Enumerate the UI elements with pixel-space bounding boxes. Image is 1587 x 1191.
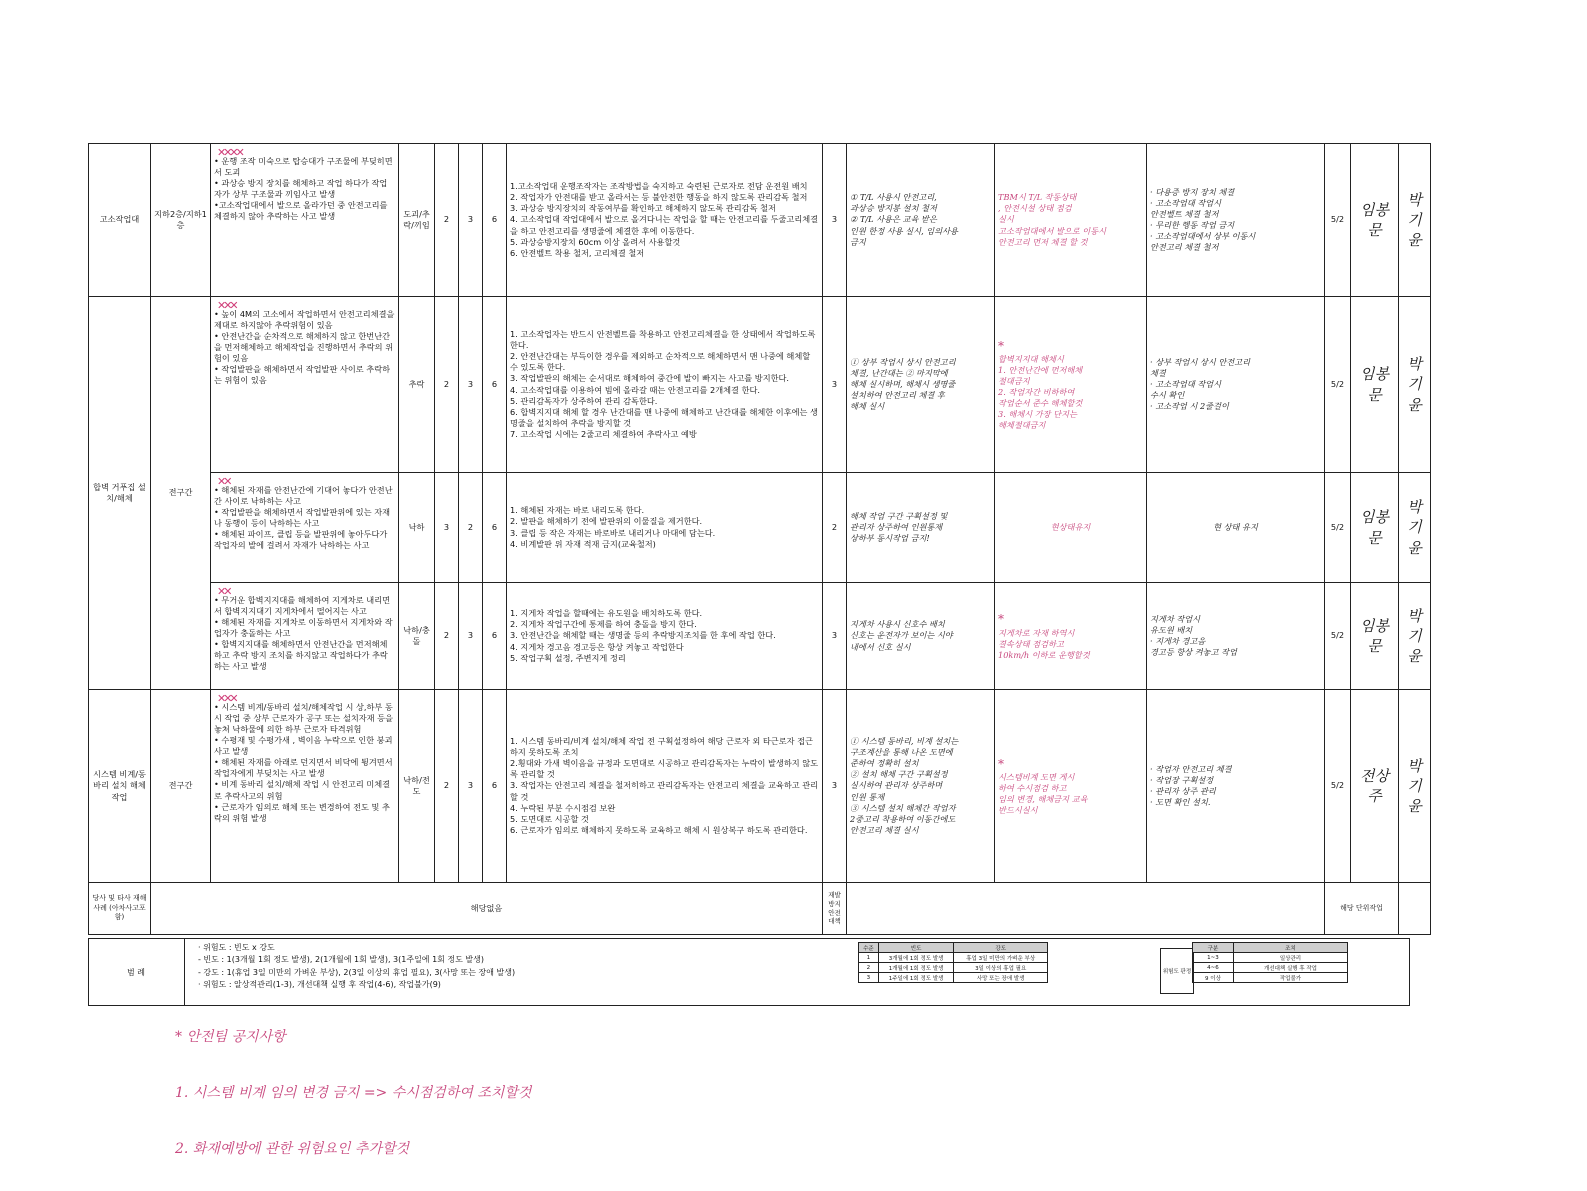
grade-cell: 1	[859, 953, 879, 963]
judge-label: 위험도 판정	[1160, 948, 1194, 994]
hazard-text: • 시스템 비계/동바리 설치/해체작업 시 상,하부 동시 작업 중 상부 근로자가 공구 또는 설치자재 등을 놓쳐 낙하물에 의한 하부 근로자 타격위험 • 수평재 및 수평가새 , 벽이음 누락으로 인한 붕괴 사고 발생 • 해체된 자재를 아래로 던지면서 비닥에 튕겨면서 작업자에게 부딪치는 사고 발생 • 비계 동바리 설치/해체 작업 시 안전고리 미체결로 추락사고의 위험 • 근로자가 임의로 해체 또는 변경하여 전도 및 추락의 위험 발생	[214, 702, 394, 823]
severity-cell: 3	[459, 690, 483, 883]
risk-cell: 6	[483, 690, 507, 883]
handwritten-pink-text: 합벽지지대 해체시 1. 안전난간에 먼저해체 절대금지 2. 작업자간 비하하여 작업순서 준수 해체할것 3. 해체시 가장 단지는 해체절대금지	[998, 353, 1083, 431]
judge-header: 구분	[1193, 943, 1234, 953]
grade-cell: 1개월에 1회 정도 발생	[878, 963, 954, 973]
measures-cell: 1. 고소작업자는 반드시 안전벨트를 착용하고 안전고리체결을 한 상태에서 작업하도록 한다. 2. 안전난간대는 부득이한 경우를 제외하고 순차적으로 해체하면서 맨 나중에 해체할 수 있도록 한다. 3. 작업발판의 해체는 순서대로 해체하여 중간에 발이 빠지는 사고를 방지한다. 4. 고소작업대를 이용하여 빔에 올라갈 때는 안전고리를 2개체결 한다. 5. 관리감독자가 상주하여 관리 감독한다. 6. 합벽지지대 해체 할 경우 난간대를 맨 나중에 해체하고 난간대를 해체한 이후에는 생명줄을 설치하여 추락을 방지할 것 7. 고소작업 시에는 2줄고리 체결하여 추락사고 예방	[507, 297, 823, 473]
handwritten-pink-cell	[995, 144, 1147, 297]
grade-cell: 3개월에 1회 정도 발생	[878, 953, 954, 963]
hazard-cell	[211, 144, 399, 297]
risk-cell: 6	[483, 144, 507, 297]
safety-team-notes	[175, 995, 531, 1191]
legend-text: · 위험도 : 빈도 x 강도 - 빈도 : 1(3개월 1회 정도 발생), 2(1개월에 1회 발생), 3(1주일에 1회 정도 발생) - 강도 : 1(휴업 3일 미만의 가벼운 부상), 2(3일 이상의 휴업 필요), 3(사망 또는 장애 발생) · 위험도 : 알상적관리(1-3), 개선대책 실행 후 작업(4-6), 작업불가(9)	[198, 943, 516, 990]
date-cell: 5/2	[1325, 144, 1351, 297]
accident-type-cell: 도괴/추락/끼임	[399, 144, 435, 297]
grade-cell: 3일 이상의 휴업 필요	[954, 963, 1048, 973]
scribble-mark-icon: ✕✕✕✕	[217, 146, 242, 159]
signature-1: 임봉문	[1351, 583, 1399, 690]
judge-header: 조치	[1233, 943, 1347, 953]
signature-1: 임봉문	[1351, 144, 1399, 297]
notes-item: 1. 시스템 비계 임의 변경 금지 => 수시점검하여 조치할것	[175, 1085, 532, 1101]
frequency-cell: 2	[435, 583, 459, 690]
notes-item: 2. 화재예방에 관한 위험요인 추가할것	[175, 1141, 410, 1157]
risk-assessment-table	[88, 143, 1431, 935]
judge-cell: 개선대책 실행 후 작업	[1233, 963, 1347, 973]
risk-cell: 6	[483, 583, 507, 690]
hazard-text: • 무거운 합벽지지대를 해체하여 지게차로 내리면서 합벽지지대기 지게차에서 떨어지는 사고 • 해체된 자재를 지게차로 이동하면서 지게차와 작업자가 충돌하는 사고 • 합벽지지대를 해체하면서 안전난간을 먼저해체하고 추락 방지 조치를 하지않고 작업하다가 추락하는 사고 발생	[214, 595, 393, 672]
table-row	[89, 583, 1431, 690]
measures-cell: 1.고소작업대 운행조작자는 조작방법을 숙지하고 숙련된 근로자로 전담 운전원 배치 2. 작업자가 안전대를 받고 올라서는 등 불안전한 행동을 하지 않도록 관리감독 철저 3. 과상승 방지장치의 작동여부를 확인하고 해체하지 않도록 관리감독 철저 4. 고소작업대 작업대에서 발으로 올겨다니는 작업을 할 때는 안전고리를 두줄고리체결을 하고 안전고리를 생명줄에 체결한 후에 이동한다. 5. 과상승방지장치 60cm 이상 올려서 사용할것 6. 안전벨트 착용 철저, 고리체결 철저	[507, 144, 823, 297]
scribble-mark-icon: ✕✕✕	[217, 692, 236, 705]
accident-type-cell: 낙하/전도	[399, 690, 435, 883]
handwritten-pink-text: TBM시 T/L 작동상태 , 안전시설 상태 점검 실시 고소작업대에서 발으로 이동시 안전고리 먼저 체결 할 것	[998, 192, 1107, 247]
signature-2: 박기윤	[1399, 690, 1431, 883]
severity-cell: 3	[459, 144, 483, 297]
unit-work-content	[1399, 883, 1431, 935]
measures-cell: 1. 시스템 동바리/비계 설치/해체 작업 전 구획설정하여 해당 근로자 외 타근로자 접근하지 못하도록 조치 2.횡대와 가새 벽이음을 규정과 도면대로 시공하고 관리감독자는 누락이 발생하지 않도록 관리할 것 3. 작업자는 안전고리 체결을 철저히하고 관리감독자는 안전고리 체결을 교육하고 관리할 것 4. 누락된 부분 수시점검 보완 5. 도면대로 시공할 것 6. 근로자가 임의로 해체하지 못하도록 교육하고 해체 시 원상복구 하도록 관리한다.	[507, 690, 823, 883]
hazard-text: • 해체된 자재를 안전난간에 기대어 놓다가 안전난간 사이로 낙하하는 사고 • 작업발판을 해체하면서 작업발판위에 있는 자재나 동행이 등이 낙하하는 사고 • 해체된 파이프, 클립 등을 발판위에 놓아두다가 작업자의 발에 걸려서 자재가 낙하하는 사고	[214, 485, 393, 551]
handwritten-pink-text: 시스템비계 도면 게시 하여 수시점검 하고 임의 변경, 해체금지 교육 반드시실시	[998, 771, 1088, 816]
grade-header: 강도	[954, 943, 1048, 953]
accident-type-cell: 추락	[399, 297, 435, 473]
judge-cell: 작업불가	[1233, 973, 1347, 983]
hazard-text: • 높이 4M의 고소에서 작업하면서 안전고리체결을 제대로 하지않아 추락위험이 있음 • 안전난간을 순차적으로 해체하지 않고 한번난간을 먼저해체하고 해체작업을 진행하면서 추락의 위험이 있음 • 작업발판을 해체하면서 작업발판 사이로 추락하는 위험이 있음	[214, 309, 395, 386]
frequency-cell: 3	[435, 473, 459, 583]
signature-2: 박기윤	[1399, 473, 1431, 583]
handwritten-pink-cell	[995, 297, 1147, 473]
measures-cell: 1. 지게차 작업을 할때에는 유도원을 배치하도록 한다. 2. 지게차 작업구간에 통제를 하여 충돌을 방지 한다. 3. 안전난간을 해체할 때는 생명줄 등의 추락방지조치를 한 후에 작업 한다. 4. 지게차 경고음 경고등은 항상 켜놓고 작업한다 5. 작업구획 설정, 주변지게 정리	[507, 583, 823, 690]
location-cell: 전구간	[151, 297, 211, 690]
hazard-cell	[211, 690, 399, 883]
unit-work-label: 해당 단위작업	[1325, 883, 1399, 935]
grade-cell: 3	[823, 583, 847, 690]
grade-cell: 2	[823, 473, 847, 583]
date-cell: 5/2	[1325, 473, 1351, 583]
process-cell: 고소작업대	[89, 144, 151, 297]
grade-header: 수준	[859, 943, 879, 953]
judge-cell: 9 이상	[1193, 973, 1234, 983]
hazard-cell	[211, 473, 399, 583]
handwritten-pink-cell	[995, 583, 1147, 690]
date-cell: 5/2	[1325, 690, 1351, 883]
table-row	[89, 144, 1431, 297]
severity-cell: 3	[459, 297, 483, 473]
handwritten-measure-cell: ① 시스템 동바리, 비계 설치는 구조계산을 통해 나온 도면에 준하여 정확히 설치 ② 설치 해체 구간 구획설정 실시하여 관리자 상주하며 인원 통제 ③ 시스템 설치 해체간 작업자 2중고리 착용하여 이동간에도 안전고리 체결 실시	[847, 690, 995, 883]
signature-2: 박기윤	[1399, 144, 1431, 297]
hazard-cell	[211, 297, 399, 473]
handwritten-pink-cell	[995, 690, 1147, 883]
handwritten-pink-text: 지게차로 자재 하역시 결속상태 점검하고 10km/h 이하로 운행할것	[998, 627, 1090, 660]
accident-case-label: 당사 및 타사 재해사례 (아차사고포함)	[89, 883, 151, 935]
hazard-cell	[211, 583, 399, 690]
asterisk-mark-icon: *	[998, 338, 1004, 353]
grade-cell: 3	[823, 144, 847, 297]
accident-case-content: 해당없음	[151, 883, 823, 935]
handwritten-check-cell: · 상부 작업시 상시 안전고리 체결 · 고소작업대 작업시 수시 확인 · 고소작업 시 2줄걸이	[1147, 297, 1325, 473]
accident-type-cell: 낙하/충돌	[399, 583, 435, 690]
process-cell: 합벽 거푸집 설치/해체	[89, 297, 151, 690]
judge-cell: 4~6	[1193, 963, 1234, 973]
grade-cell: 3	[823, 297, 847, 473]
judge-cell: 1~3	[1193, 953, 1234, 963]
grade-header: 빈도	[878, 943, 954, 953]
frequency-cell: 2	[435, 144, 459, 297]
scribble-mark-icon: ✕✕✕	[217, 299, 236, 312]
frequency-cell: 2	[435, 297, 459, 473]
handwritten-check-cell: 현 상태 유지	[1147, 473, 1325, 583]
process-cell: 시스템 비계/동바리 설치 해체 작업	[89, 690, 151, 883]
hazard-text: • 운행 조작 미숙으로 탑승대가 구조물에 부딪히면서 도괴 • 과상승 방지 장치를 해체하고 작업 하다가 작업자가 상부 구조물과 끼임사고 발생 •고소작업대에서 발으로 올라가던 중 안전고리를 체결하지 않아 추락하는 사고 발생	[214, 156, 393, 222]
judge-table	[1192, 942, 1348, 983]
table-row	[89, 690, 1431, 883]
risk-cell: 6	[483, 297, 507, 473]
scribble-mark-icon: ✕✕	[217, 475, 230, 488]
location-cell: 전구간	[151, 690, 211, 883]
date-cell: 5/2	[1325, 583, 1351, 690]
grade-cell: 휴업 3일 미만의 가벼운 부상	[954, 953, 1048, 963]
frequency-cell: 2	[435, 690, 459, 883]
location-cell: 지하2층/지하1층	[151, 144, 211, 297]
signature-2: 박기윤	[1399, 583, 1431, 690]
handwritten-pink-cell: 현상태유지	[995, 473, 1147, 583]
accident-case-row	[89, 883, 1431, 935]
handwritten-check-cell: 지게차 작업시 유도원 배치 · 지게차 경고음 경고등 항상 켜놓고 작업	[1147, 583, 1325, 690]
legend-label: 범 례	[88, 938, 185, 1006]
risk-assessment-sheet	[88, 143, 1422, 935]
grade-cell: 사망 또는 장애 발생	[954, 973, 1048, 983]
prevention-label: 재발방지 안전대책	[823, 883, 847, 935]
notes-title: * 안전팀 공지사항	[175, 1029, 286, 1045]
date-cell: 5/2	[1325, 297, 1351, 473]
handwritten-measure-cell: 해체 작업 구간 구획설정 및 관리자 상주하여 인원통제 상하부 동시작업 금지!	[847, 473, 995, 583]
severity-cell: 3	[459, 583, 483, 690]
asterisk-mark-icon: *	[998, 756, 1004, 771]
table-row	[89, 297, 1431, 473]
accident-type-cell: 낙하	[399, 473, 435, 583]
grade-cell: 3	[823, 690, 847, 883]
signature-1: 임봉문	[1351, 297, 1399, 473]
asterisk-mark-icon: *	[998, 612, 1004, 627]
signature-2: 박기윤	[1399, 297, 1431, 473]
handwritten-measure-cell: 지게차 사용시 신호수 배치 신호는 운전자가 보이는 시야 내에서 신호 실시	[847, 583, 995, 690]
grade-cell: 2	[859, 963, 879, 973]
severity-cell: 2	[459, 473, 483, 583]
handwritten-check-cell: · 다용증 방지 장치 체결 · 고소작업대 작업시 안전벨트 체결 철저 · 무리한 행동 작업 금지 · 고소작업대에서 상부 이동시 안전고리 체결 철저	[1147, 144, 1325, 297]
handwritten-check-cell: · 작업자 안전고리 체결 · 작업장 구획설정 · 관리자 상주 관리 · 도면 확인 설치.	[1147, 690, 1325, 883]
signature-1: 임봉문	[1351, 473, 1399, 583]
signature-1: 전상주	[1351, 690, 1399, 883]
prevention-content	[847, 883, 1325, 935]
handwritten-measure-cell: ① 상부 작업시 상시 안전고리 체결, 난간대는 ② 마지막에 해체 실시하며, 해체시 생명줄 설치하여 안전고리 체결 후 해체 실시	[847, 297, 995, 473]
grade-cell: 1주일에 1회 정도 발생	[878, 973, 954, 983]
measures-cell: 1. 해체된 자재는 바로 내리도록 한다. 2. 발판을 해체하기 전에 발판위의 이물질을 제거한다. 3. 클립 등 작은 자재는 바로바로 내리거나 마대에 담는다. 4. 비계발판 위 자재 적재 금지(교육철저)	[507, 473, 823, 583]
grade-cell: 3	[859, 973, 879, 983]
table-row	[89, 473, 1431, 583]
risk-cell: 6	[483, 473, 507, 583]
judge-cell: 일상관리	[1233, 953, 1347, 963]
scribble-mark-icon: ✕✕	[217, 585, 230, 598]
grade-table	[858, 942, 1048, 983]
handwritten-measure-cell: ① T/L 사용시 안전고리, 과상승 방지봉 설치 철저 ② T/L 사용은 교육 받은 인원 한정 사용 실시, 임의사용 금지	[847, 144, 995, 297]
